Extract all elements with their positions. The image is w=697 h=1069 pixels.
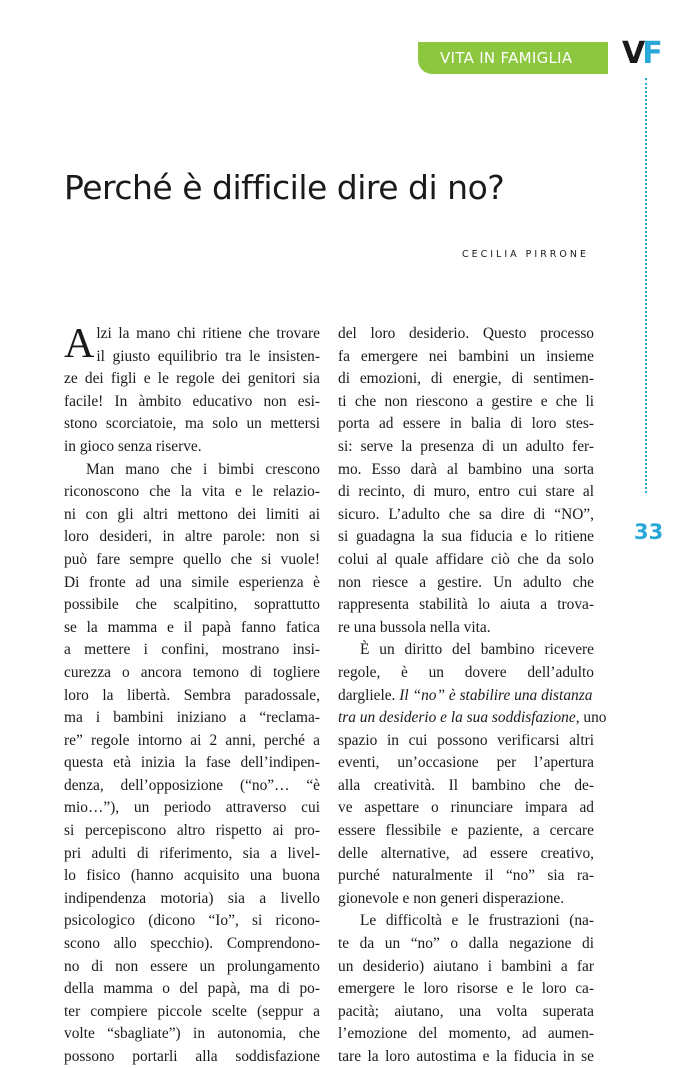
text-segment: , uno <box>575 709 607 727</box>
left-column <box>64 323 320 1069</box>
text-line: delle alternative, ad essere creativo, <box>338 844 594 862</box>
text-line: essere flessibile e paziente, a cercare <box>338 822 594 840</box>
text-line: fa emergere nei bambini un insieme <box>338 347 594 365</box>
text-line: loro desideri, in altre parole: non si <box>64 528 320 546</box>
text-line: il giusto equilibrio tra le insisten- <box>96 347 320 365</box>
text-line: questa età inizia la fase dell’indipen- <box>64 754 320 772</box>
dotted-rule <box>645 78 647 493</box>
text-line: pacità; aiutano, una volta superata <box>338 1002 594 1020</box>
logo-f: F <box>642 36 660 71</box>
drop-cap: A <box>64 321 95 367</box>
text-line <box>338 685 594 708</box>
text-line: lzi la mano chi ritiene che trovare <box>96 325 320 342</box>
text-line: rappresenta stabilità lo aiuta a trova- <box>338 596 594 614</box>
text-line: si percepiscono altro rispetto ai pro- <box>64 822 320 840</box>
text-line: possibile che scalpitino, soprattutto <box>64 596 320 614</box>
article-title: Perché è difficile dire di no? <box>64 168 505 207</box>
text-line: in gioco senza riserve. <box>64 437 202 455</box>
italic-emphasis: tra un desiderio e la sua soddisfazione <box>338 709 576 727</box>
text-line: porta ad essere in balia di loro stes- <box>338 415 594 433</box>
text-line: a mettere i confini, mostrano insi- <box>64 641 320 659</box>
text-line: Le difficoltà e le frustrazioni (na- <box>360 912 594 930</box>
text-line: lo fisico (hanno acquisito una buona <box>64 867 320 885</box>
text-segment: dargliele. <box>338 686 396 704</box>
text-line: del loro desiderio. Questo processo <box>338 325 594 342</box>
text-line: ni con gli altri mettono dei limiti ai <box>64 505 320 523</box>
text-line: ze dei figli e le regole dei genitori sia <box>64 370 320 388</box>
text-line: psicologico (dicono “Io”, si ricono- <box>64 912 320 930</box>
text-line: sicuro. L’adulto che sa dire di “NO”, <box>338 505 594 523</box>
text-line: emergere le loro risorse e le loro ca- <box>338 980 594 998</box>
text-line: stono scorciatoie, ma solo un mettersi <box>64 415 320 433</box>
italic-emphasis: Il “no” è stabilire una distanza <box>399 686 593 704</box>
text-line: te da un “no” o dalla negazione di <box>338 935 594 953</box>
page-number: 33 <box>634 520 664 544</box>
right-column <box>338 323 607 1069</box>
section-label: VITA IN FAMIGLIA <box>440 49 573 67</box>
text-line: di emozioni, di energie, di sentimen- <box>338 370 594 388</box>
text-line: re una bussola nella vita. <box>338 618 491 636</box>
text-line: non riesce a gestire. Un adulto che <box>338 573 594 591</box>
text-line: volte “sbagliate”) in autonomia, che <box>64 1025 320 1043</box>
text-line: della mamma o del papà, ma di po- <box>64 980 320 998</box>
magazine-logo <box>622 36 660 71</box>
text-line: l’emozione del momento, ad aumen- <box>338 1025 594 1043</box>
section-tab <box>418 42 608 74</box>
text-line: no di non essere un prolungamento <box>64 957 320 975</box>
text-line: alla creatività. Il bambino che de- <box>338 776 594 794</box>
text-line: ti che non riescono a gestire e che li <box>338 392 594 410</box>
text-line: mio…”), un periodo attraverso cui <box>64 799 320 817</box>
text-line: loro la libertà. Sembra paradossale, <box>64 686 320 704</box>
text-line: Di fronte ad una simile esperienza è <box>64 573 320 591</box>
text-line: ve aspettare o rinunciare impara ad <box>338 799 594 817</box>
text-line: scono allo specchio). Comprendono- <box>64 935 320 953</box>
text-line: spazio in cui possono verificarsi altri <box>338 731 594 749</box>
text-line <box>338 707 607 730</box>
text-line: pri adulti di riferimento, sia a livel- <box>64 844 320 862</box>
article-author: CECILIA PIRRONE <box>461 249 589 260</box>
text-line: mo. Esso darà al bambino una sorta <box>338 460 594 478</box>
text-line: un desiderio) aiutano i bambini a far <box>338 957 594 975</box>
text-line: purché naturalmente il “no” sia ra- <box>338 867 594 885</box>
text-line: regole, è un dovere dell’adulto <box>338 663 594 681</box>
text-line: gionevole e non generi disperazione. <box>338 889 565 907</box>
text-line: denza, dell’opposizione (“no”… “è <box>64 776 320 794</box>
text-line: Man mano che i bimbi crescono <box>86 460 320 478</box>
text-line: facile! In àmbito educativo non esi- <box>64 392 320 410</box>
text-line: re” regole intorno ai 2 anni, perché a <box>64 731 320 749</box>
text-line: indipendenza motoria) sia a livello <box>64 889 320 907</box>
text-line: curezza o ancora temono di togliere <box>64 663 320 681</box>
text-line: di recinto, di muro, entro cui stare al <box>338 483 594 501</box>
text-line: colui al quale affidare ciò che da solo <box>338 550 594 568</box>
text-line: eventi, un’occasione per l’apertura <box>338 754 594 772</box>
text-line: si: serve la presenza di un adulto fer- <box>338 437 594 455</box>
text-line: ter compiere piccole scelte (seppur a <box>64 1002 320 1020</box>
text-line: tare la loro autostima e la fiducia in se <box>338 1048 594 1065</box>
logo-v: V <box>622 36 643 71</box>
text-line: possono portarli alla soddisfazione <box>64 1048 320 1065</box>
text-line: È un diritto del bambino ricevere <box>360 641 594 659</box>
text-line: se la mamma e il papà fanno fatica <box>64 618 320 636</box>
text-line: riconoscono che la vita e le relazio- <box>64 483 320 501</box>
text-line: può fare sempre quello che si vuole! <box>64 550 320 568</box>
text-line: ma i bambini iniziano a “reclama- <box>64 709 320 727</box>
text-line: si guadagna la sua fiducia e lo ritiene <box>338 528 594 546</box>
